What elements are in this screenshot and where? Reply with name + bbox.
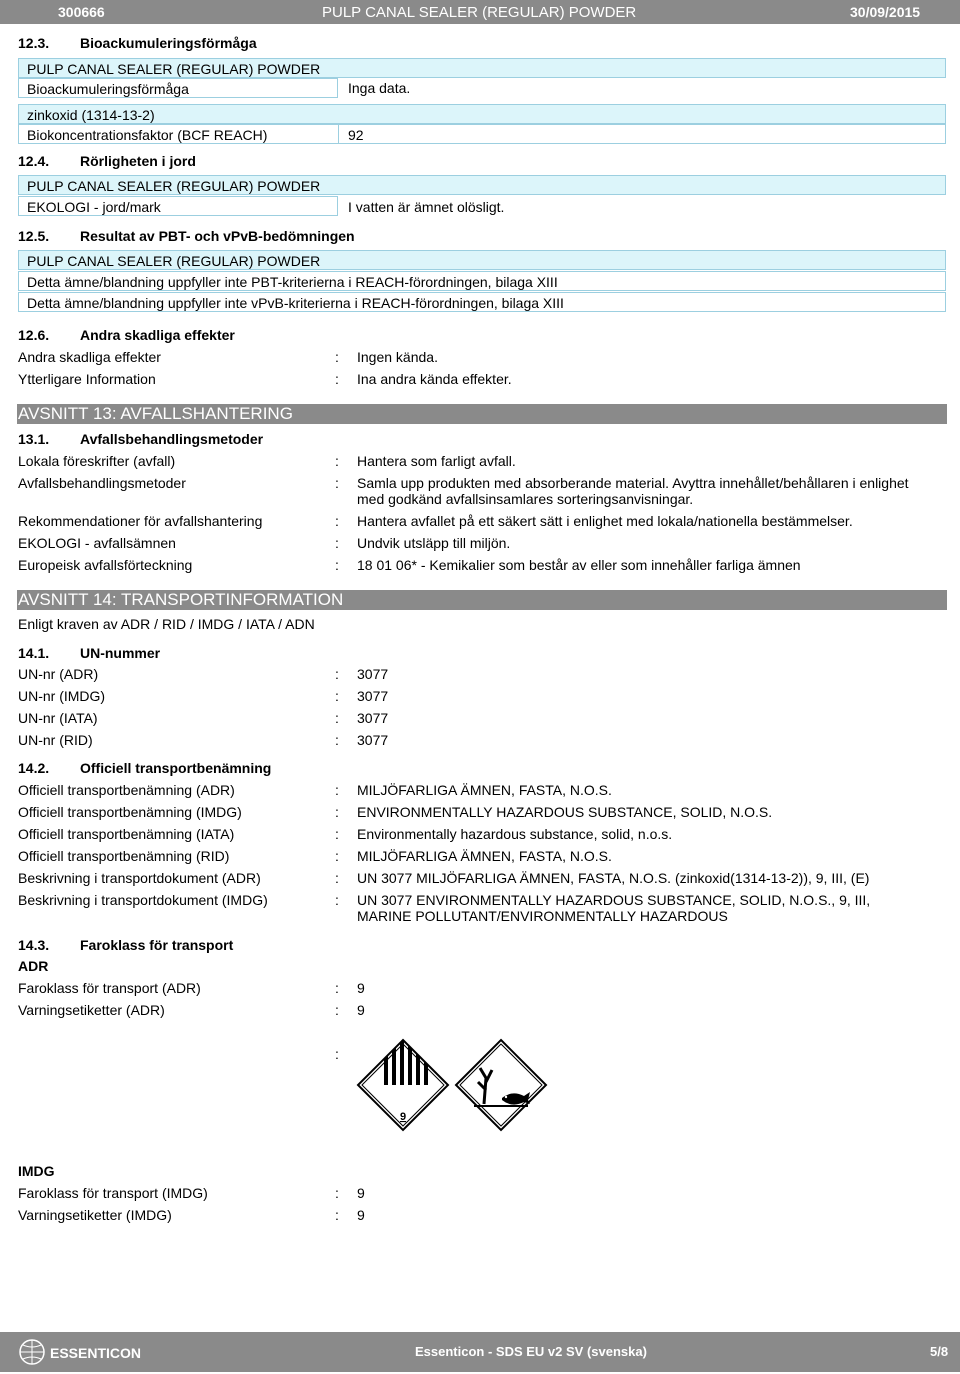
page-header bbox=[0, 0, 960, 24]
field-label: UN-nr (IMDG) bbox=[18, 688, 106, 704]
field-value: Samla upp produkten med absorberande material. Avyttra innehållet/behållaren i enlighet bbox=[357, 475, 909, 491]
colon: : bbox=[335, 557, 339, 573]
section-title: Bioackumuleringsförmåga bbox=[80, 35, 257, 51]
field-label: UN-nr (IATA) bbox=[18, 710, 98, 726]
transport-intro: Enligt kraven av ADR / RID / IMDG / IATA / ADN bbox=[18, 616, 315, 632]
section-14-2-heading bbox=[18, 760, 272, 776]
field-label: Officiell transportbenämning (IMDG) bbox=[18, 804, 242, 820]
section-number: 14.2. bbox=[18, 760, 50, 776]
colon: : bbox=[335, 688, 339, 704]
field-label: UN-nr (RID) bbox=[18, 732, 93, 748]
field-label: Officiell transportbenämning (ADR) bbox=[18, 782, 235, 798]
field-value: MILJÖFARLIGA ÄMNEN, FASTA, N.O.S. bbox=[357, 848, 612, 864]
field-label: Faroklass för transport (IMDG) bbox=[18, 1185, 208, 1201]
field-label: Andra skadliga effekter bbox=[18, 349, 161, 365]
row-value: I vatten är ämnet olösligt. bbox=[348, 199, 505, 215]
row-label: Biokoncentrationsfaktor (BCF REACH) bbox=[27, 127, 268, 143]
field-value: Ina andra kända effekter. bbox=[357, 371, 512, 387]
colon: : bbox=[335, 1046, 339, 1062]
substance-name: zinkoxid (1314-13-2) bbox=[27, 107, 155, 123]
colon: : bbox=[335, 870, 339, 886]
colon: : bbox=[335, 475, 339, 491]
product-header-row bbox=[18, 58, 946, 78]
header-code: 300666 bbox=[58, 4, 105, 20]
colon: : bbox=[335, 513, 339, 529]
footer-doc: Essenticon - SDS EU v2 SV (svenska) bbox=[415, 1344, 647, 1359]
section-title: Officiell transportbenämning bbox=[80, 760, 272, 776]
brand-name: ESSENTICON bbox=[50, 1345, 142, 1361]
section-13-1-heading bbox=[18, 431, 264, 447]
section-number: 12.5. bbox=[18, 228, 50, 244]
row-label: Bioackumuleringsförmåga bbox=[27, 81, 189, 97]
colon: : bbox=[335, 826, 339, 842]
section-14-bar bbox=[17, 590, 947, 610]
section-number: 12.4. bbox=[18, 153, 50, 169]
field-value: 18 01 06* - Kemikalier som består av eller som innehåller farliga ämnen bbox=[357, 557, 801, 573]
section-number: 12.3. bbox=[18, 35, 50, 51]
field-label: Ytterligare Information bbox=[18, 371, 156, 387]
colon: : bbox=[335, 732, 339, 748]
colon: : bbox=[335, 980, 339, 996]
section-12-4-heading bbox=[18, 153, 196, 169]
field-label: EKOLOGI - avfallsämnen bbox=[18, 535, 176, 551]
row-text: Detta ämne/blandning uppfyller inte vPvB-kriterierna i REACH-förordningen, bilaga XIII bbox=[27, 295, 564, 311]
field-label: Avfallsbehandlingsmetoder bbox=[18, 475, 186, 491]
product-name: PULP CANAL SEALER (REGULAR) POWDER bbox=[27, 61, 321, 77]
field-label: UN-nr (ADR) bbox=[18, 666, 99, 682]
class-9-diamond-icon bbox=[356, 1038, 450, 1132]
colon: : bbox=[335, 782, 339, 798]
header-date: 30/09/2015 bbox=[850, 4, 921, 20]
row-text: Detta ämne/blandning uppfyller inte PBT-kriterierna i REACH-förordningen, bilaga XIII bbox=[27, 274, 558, 290]
field-value: Hantera avfallet på ett säkert sätt i enlighet med lokala/nationella bestämmelser. bbox=[357, 513, 853, 529]
field-value-cont: med godkänd avfallsinsamlares sorteringsanvisningar. bbox=[357, 491, 694, 507]
section-bar-title: AVSNITT 14: TRANSPORTINFORMATION bbox=[18, 590, 344, 609]
section-12-5-heading bbox=[18, 228, 355, 244]
section-12-3-heading bbox=[18, 35, 257, 51]
table-row bbox=[18, 196, 338, 216]
table-row bbox=[18, 271, 946, 291]
field-label: Varningsetiketter (IMDG) bbox=[18, 1207, 172, 1223]
section-title: Rörligheten i jord bbox=[80, 153, 196, 169]
section-14-1-heading bbox=[18, 645, 161, 661]
field-value: 9 bbox=[357, 980, 365, 996]
field-value: Hantera som farligt avfall. bbox=[357, 453, 516, 469]
essenticon-logo-icon bbox=[18, 1338, 168, 1366]
colon: : bbox=[335, 535, 339, 551]
row-label: EKOLOGI - jord/mark bbox=[27, 199, 161, 215]
colon: : bbox=[335, 453, 339, 469]
field-value: 9 bbox=[357, 1002, 365, 1018]
row-value: 92 bbox=[348, 127, 364, 143]
section-title: Avfallsbehandlingsmetoder bbox=[80, 431, 264, 447]
environment-hazard-icon bbox=[454, 1038, 548, 1132]
colon: : bbox=[335, 1207, 339, 1223]
table-row bbox=[18, 124, 946, 144]
section-number: 12.6. bbox=[18, 327, 50, 343]
field-value: 9 bbox=[357, 1185, 365, 1201]
product-header-row bbox=[18, 250, 946, 270]
field-value: UN 3077 MILJÖFARLIGA ÄMNEN, FASTA, N.O.S. (zinkoxid(1314-13-2)), 9, III, (E) bbox=[357, 870, 870, 886]
section-14-3-heading bbox=[18, 937, 234, 953]
field-value: ENVIRONMENTALLY HAZARDOUS SUBSTANCE, SOLID, N.O.S. bbox=[357, 804, 773, 820]
field-value: 3077 bbox=[357, 732, 389, 748]
colon: : bbox=[335, 349, 339, 365]
section-number: 14.1. bbox=[18, 645, 50, 661]
imdg-label: IMDG bbox=[18, 1163, 55, 1179]
field-label: Officiell transportbenämning (IATA) bbox=[18, 826, 235, 842]
substance-header-row bbox=[18, 104, 946, 124]
page-footer bbox=[0, 1332, 960, 1372]
colon: : bbox=[335, 371, 339, 387]
field-value: 9 bbox=[357, 1207, 365, 1223]
section-number: 13.1. bbox=[18, 431, 50, 447]
section-bar-title: AVSNITT 13: AVFALLSHANTERING bbox=[18, 404, 293, 423]
colon: : bbox=[335, 848, 339, 864]
colon: : bbox=[335, 1185, 339, 1201]
field-value: UN 3077 ENVIRONMENTALLY HAZARDOUS SUBSTANCE, SOLID, N.O.S., 9, III, bbox=[357, 892, 871, 908]
field-value: 3077 bbox=[357, 710, 389, 726]
section-title: Faroklass för transport bbox=[80, 937, 234, 953]
field-label: Beskrivning i transportdokument (ADR) bbox=[18, 870, 261, 886]
header-product: PULP CANAL SEALER (REGULAR) POWDER bbox=[322, 4, 637, 21]
section-title: Andra skadliga effekter bbox=[80, 327, 235, 343]
product-name: PULP CANAL SEALER (REGULAR) POWDER bbox=[27, 178, 321, 194]
field-label: Beskrivning i transportdokument (IMDG) bbox=[18, 892, 268, 908]
field-value: 3077 bbox=[357, 666, 389, 682]
row-value: Inga data. bbox=[348, 80, 411, 96]
field-value: 3077 bbox=[357, 688, 389, 704]
colon: : bbox=[335, 1002, 339, 1018]
product-header-row bbox=[18, 175, 946, 195]
field-value: MILJÖFARLIGA ÄMNEN, FASTA, N.O.S. bbox=[357, 782, 612, 798]
class-number: 9 bbox=[399, 1111, 407, 1123]
section-13-bar bbox=[17, 404, 947, 424]
field-label: Varningsetiketter (ADR) bbox=[18, 1002, 165, 1018]
section-number: 14.3. bbox=[18, 937, 50, 953]
field-label: Rekommendationer för avfallshantering bbox=[18, 513, 263, 529]
colon: : bbox=[335, 666, 339, 682]
field-label: Europeisk avfallsförteckning bbox=[18, 557, 193, 573]
footer-page: 5/8 bbox=[930, 1344, 949, 1359]
field-value: Ingen kända. bbox=[357, 349, 438, 365]
colon: : bbox=[335, 892, 339, 908]
field-label: Lokala föreskrifter (avfall) bbox=[18, 453, 176, 469]
cell-divider bbox=[338, 124, 339, 144]
field-label: Officiell transportbenämning (RID) bbox=[18, 848, 230, 864]
field-label: Faroklass för transport (ADR) bbox=[18, 980, 201, 996]
section-title: Resultat av PBT- och vPvB-bedömningen bbox=[80, 228, 355, 244]
section-title: UN-nummer bbox=[80, 645, 161, 661]
field-value: Environmentally hazardous substance, solid, n.o.s. bbox=[357, 826, 673, 842]
colon: : bbox=[335, 804, 339, 820]
product-name: PULP CANAL SEALER (REGULAR) POWDER bbox=[27, 253, 321, 269]
field-value-cont: MARINE POLLUTANT/ENVIRONMENTALLY HAZARDOUS bbox=[357, 908, 728, 924]
colon: : bbox=[335, 710, 339, 726]
section-12-6-heading bbox=[18, 327, 235, 343]
field-value: Undvik utsläpp till miljön. bbox=[357, 535, 511, 551]
adr-label: ADR bbox=[18, 958, 49, 974]
table-row bbox=[18, 292, 946, 312]
table-row bbox=[18, 78, 338, 98]
